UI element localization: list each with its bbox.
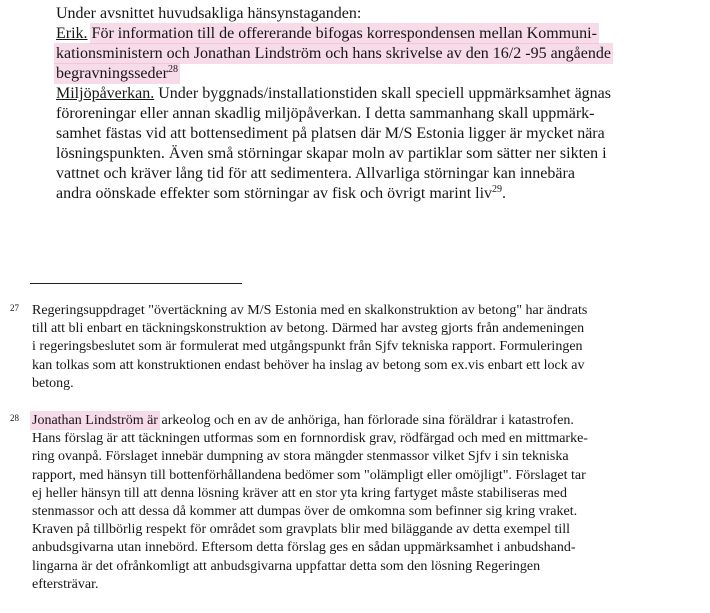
footnote-line: eftersträvar. bbox=[32, 576, 99, 592]
miljo-line-2: föroreningar eller annan skadlig miljöpåverkan. I detta sammanhang skall uppmärk- bbox=[56, 105, 595, 122]
highlight-jonathan: Jonathan Lindström är bbox=[32, 413, 158, 428]
miljo-line-4: lösningspunkten. Även små störningar skapar moln av partiklar som sätter ner sikten i bbox=[56, 145, 607, 162]
footnote-number: 28 bbox=[10, 413, 19, 423]
footnote-separator bbox=[30, 283, 242, 284]
footnote-line: stenmassor och att dessa då kommer att dumpas över de omkomna som befinner sig kring vraket. bbox=[32, 504, 578, 520]
footnote-line: Kraven på tillbörlig respekt för området som gravplats blir med biläggande av detta exempel till bbox=[32, 522, 571, 538]
miljo-line-3: samhet fästas vid att bottensediment på platsen där M/S Estonia ligger är mycket nära bbox=[56, 125, 605, 142]
footnote-ref-29: 29 bbox=[492, 184, 503, 195]
miljo-line-6-text: andra oönskade effekter som störningar av fisk och övrigt marint liv bbox=[56, 185, 493, 202]
footnote-line: rapport, med hänsyn till bottenförhållandena bedömer som "olämpligt eller omöjligt". Förslaget tar bbox=[32, 467, 586, 483]
footnote-line: kan tolkas som att konstruktionen endast behöver ha inslag av betong som ex.vis enbart ett lock av bbox=[32, 357, 585, 373]
footnote-line bbox=[32, 412, 702, 430]
erik-label: Erik. bbox=[56, 25, 88, 42]
footnote-line: lingarna är det ofrånkomligt att anbudsgivarna uppfattar detta som den lösning Regeringen bbox=[32, 558, 541, 574]
miljo-line-1-text: Under byggnads/installationstiden skall speciell uppmärksamhet ägnas bbox=[158, 85, 611, 102]
highlight-erik-3 bbox=[56, 65, 178, 82]
miljo-line-5: vattnet och kräver lång tid för att sedimentera. Allvarliga störningar kan innebära bbox=[56, 165, 575, 182]
footnote-line: ej heller hänsyn till att denna lösning kräver att en stor yta kring fartyget måste stabiliseras med bbox=[32, 485, 567, 501]
miljo-label: Miljöpåverkan. bbox=[56, 85, 155, 102]
erik-line-2 bbox=[56, 44, 696, 64]
footnote-line: ring ovanpå. Förslaget innebär dumpning av stora mängder stenmassor vilket Sjfv i sin tekniska bbox=[32, 449, 569, 465]
erik-line-1 bbox=[56, 24, 696, 44]
footnote-line: betong. bbox=[32, 375, 74, 391]
section-heading: Under avsnittet huvudsakliga hänsynstaganden: bbox=[56, 5, 362, 22]
miljo-line-1 bbox=[56, 84, 696, 104]
miljo-line-6: andra oönskade effekter som störningar av fisk och övrigt marint liv$^{29}$. bbox=[56, 184, 507, 202]
footnote-body bbox=[32, 412, 702, 594]
erik-line-3-text: begravningsseder bbox=[56, 65, 168, 82]
highlight-erik-1: För information till de offererande bifogas korrespondensen mellan Kommuni- bbox=[91, 25, 597, 42]
footnote-line: i regeringsbeslutet som är formulerat med utgångspunkt från Sjfv tekniska rapport. Formuleringen bbox=[32, 339, 583, 355]
footnote-line: Hans förslag är att täckningen utformas som en fornnordisk grav, rödfärgad och med en mittmarke- bbox=[32, 431, 588, 447]
footnote-28-first-rest: arkeolog och en av de anhöriga, han förlorade sina föräldrar i katastrofen. bbox=[157, 413, 574, 428]
footnote-line: till att bli enbart en täckningskonstruktion av betong. Därmed har avsteg gjorts från andemeningen bbox=[32, 321, 585, 337]
footnote-line: Regeringsuppdraget "övertäckning av M/S Estonia med en skalkonstruktion av betong" har ändrats bbox=[32, 303, 588, 318]
erik-line-3 bbox=[56, 64, 696, 84]
footnote-line: anbudsgivarna utan innebörd. Eftersom detta förslag ges en sådan uppmärksamhet i anbudshand- bbox=[32, 540, 576, 556]
footnote-ref-28: 28 bbox=[167, 64, 178, 75]
footnote-number: 27 bbox=[10, 303, 19, 313]
main-text bbox=[56, 4, 696, 204]
footnote-body bbox=[32, 302, 702, 393]
highlight-erik-2: kationsministern och Jonathan Lindström och hans skrivelse av den 16/2 -95 angående bbox=[56, 45, 611, 62]
